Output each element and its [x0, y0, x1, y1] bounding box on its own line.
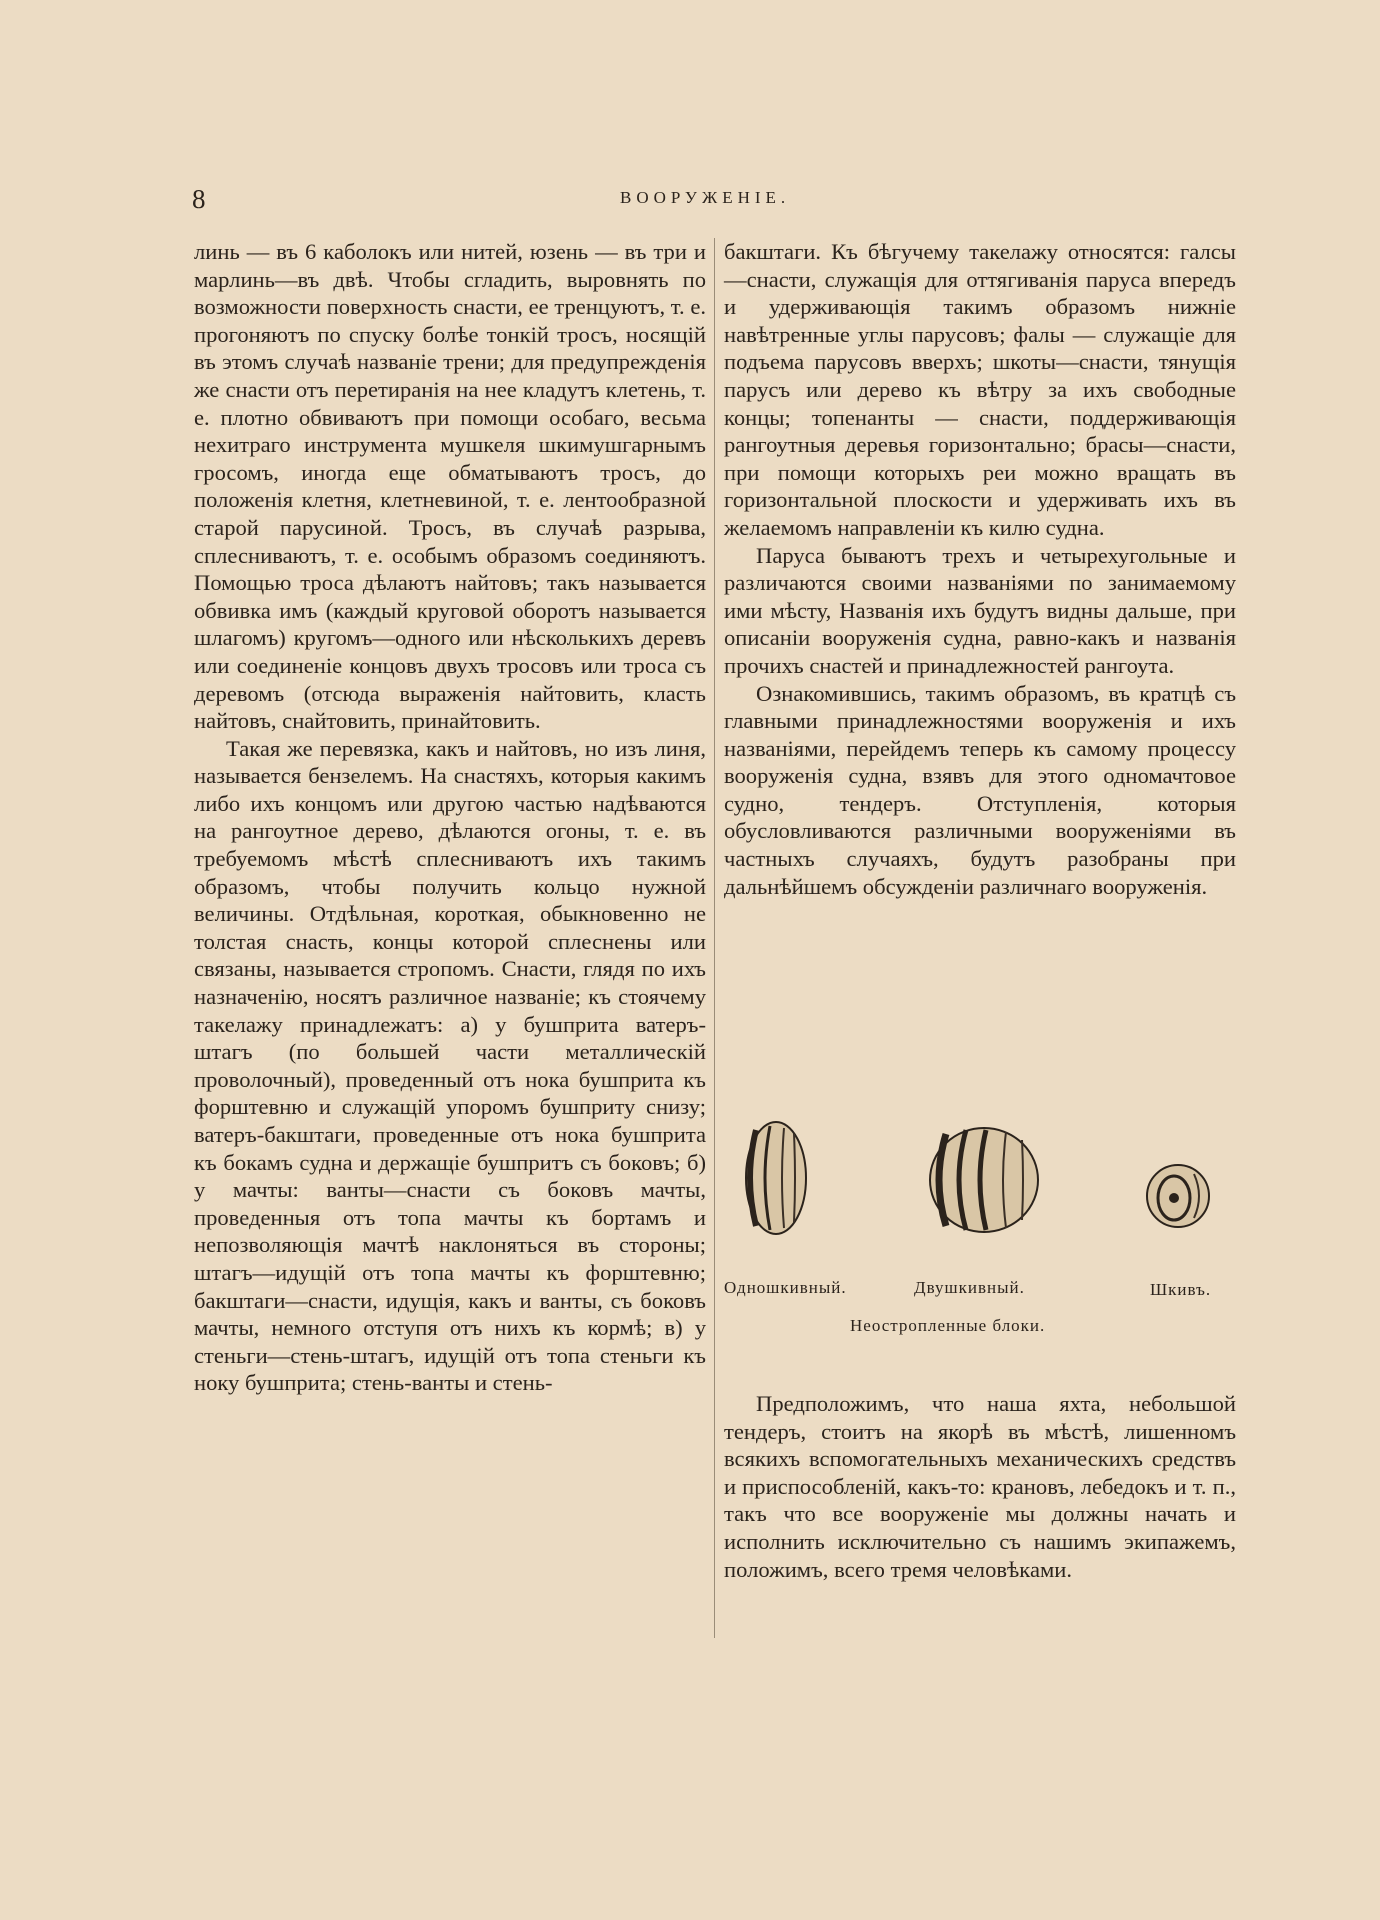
paragraph: Такая же перевязка, какъ и найтовъ, но изъ линя, называется бензелемъ. На снастяхъ, которыя какимъ либо ихъ концомъ или другою частью надѣваются на рангоутное дерево, дѣлаются огоны, т. е. въ требуемомъ мѣстѣ сплесниваютъ ихъ такимъ образомъ, чтобы получить кольцо нужной величины. Отдѣльная, короткая, обыкновенно не толстая снасть, концы которой сплеснены или связаны, называется стропомъ. Снасти, глядя по ихъ назначенію, носятъ различное названіе; къ стоячему такелажу принадлежатъ: а) у бушприта ватеръ-штагъ (по большей части металлическій проволочный), проведенный отъ нока бушприта къ форштевню и служащій упоромъ бушприту снизу; ватеръ-бакштаги, проведенные отъ нока бушприта къ бокамъ судна и держащіе бушпритъ съ боковъ; б) у мачты: ванты—снасти съ боковъ мачты, проведенныя отъ топа мачты къ бортамъ и непозволяющія мачтѣ наклоняться въ стороны; штагъ—идущій отъ топа мачты къ форштевню; бакштаги—снасти, идущія, какъ и ванты, съ боковъ мачты, немного отступя отъ нихъ къ кормѣ; в) у стеньги—стень-штагъ, идущій отъ топа стеньги къ ноку бушприта; стень-ванты и стень-: [194, 735, 706, 1396]
after-figure-text: [724, 1390, 1236, 1583]
blocks-figure: [724, 1110, 1236, 1360]
paragraph: линь — въ 6 каболокъ или нитей, юзень — въ три и марлинь—въ двѣ. Чтобы сгладить, выровнять по возможности поверхность снасти, ее тренцуютъ, т. е. прогоняютъ по спуску болѣе тонкій тросъ, носящій въ этомъ случаѣ названіе трени; для предупрежденія же снасти отъ перетиранія на нее кладутъ клетень, т. е. плотно обвиваютъ при помощи особаго, весьма нехитраго инструмента мушкеля шкимушгарнымъ гросомъ, иногда еще обматываютъ тросъ, до положенія клетня, клетневиной, т. е. лентообразной старой парусиной. Тросъ, въ случаѣ разрыва, сплесниваютъ, т. е. особымъ образомъ соединяютъ. Помощью троса дѣлаютъ найтовъ; такъ называется обвивка имъ (каждый круговой оборотъ называется шлагомъ) кругомъ—одного или нѣсколькихъ деревъ или соединеніе концовъ двухъ тросовъ или троса съ деревомъ (отсюда выраженія найтовить, класть найтовъ, снайтовить, принайтовить.: [194, 239, 706, 734]
paragraph: Паруса бываютъ трехъ и четырехугольные и различаются своими названіями по занимаемому ими мѣсту, Названія ихъ будутъ видны дальше, при описаніи вооруженія судна, равно-какъ и названія прочихъ снастей и принадлежностей рангоута.: [724, 542, 1236, 678]
double-sheave-block-illustration: [924, 1124, 1044, 1236]
single-sheave-block-illustration: [740, 1118, 812, 1238]
caption-sheave: Шкивъ.: [1150, 1280, 1212, 1299]
paragraph: бакштаги. Къ бѣгучему такелажу относятся: галсы—снасти, служащія для оттягиванія паруса впередъ и удерживающія такимъ образомъ нижніе навѣтренные углы парусовъ; фалы — служащіе для подъема парусовъ вверхъ; шкоты—снасти, тянущія парусъ или дерево къ вѣтру за ихъ свободные концы; топенанты — снасти, поддерживающія рангоутныя деревья горизонтально; брасы—снасти, при помощи которыхъ реи можно вращать въ горизонтальной плоскости и удерживать ихъ въ желаемомъ направленіи къ килю судна.: [724, 239, 1236, 540]
sheave-illustration: [1142, 1160, 1214, 1232]
column-rule: [714, 238, 715, 1638]
left-column: [194, 238, 706, 1397]
running-title: ВООРУЖЕНІЕ.: [620, 188, 791, 207]
caption-double-sheave: Двушкивный.: [914, 1278, 1025, 1297]
page-number: 8: [192, 184, 206, 214]
paragraph: Ознакомившись, такимъ образомъ, въ кратцѣ съ главными принадлежностями вооруженія и ихъ названіями, перейдемъ теперь къ самому процессу вооруженія судна, взявъ для этого одномачтовое судно, тендеръ. Отступленія, которыя обусловливаются различными вооруженіями въ частныхъ случаяхъ, будутъ разобраны при дальнѣйшемъ обсужденіи различнаго вооруженія.: [724, 680, 1236, 899]
caption-single-sheave: Одношкивный.: [724, 1278, 847, 1297]
paragraph: Предположимъ, что наша яхта, небольшой тендеръ, стоитъ на якорѣ въ мѣстѣ, лишенномъ всякихъ вспомогательныхъ механическихъ средствъ и приспособленій, какъ-то: крановъ, лебедокъ и т. п., такъ что все вооруженіе мы должны начать и исполнить исключительно съ нашимъ экипажемъ, положимъ, всего тремя человѣками.: [724, 1391, 1236, 1582]
right-column: [724, 238, 1236, 900]
figure-caption: Неостропленные блоки.: [850, 1316, 1046, 1335]
